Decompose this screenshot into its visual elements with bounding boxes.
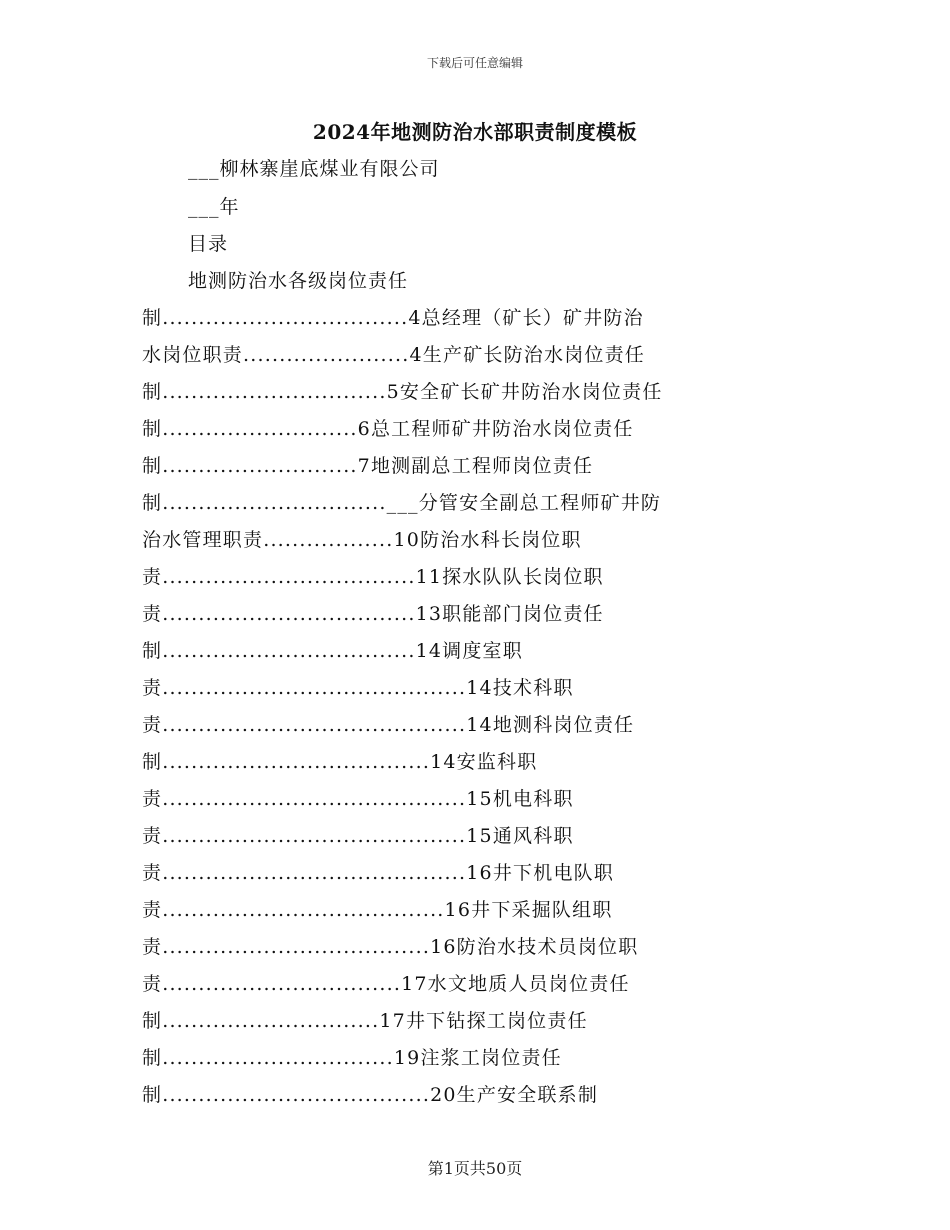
toc-line: 责..........................................15机电科职 — [142, 788, 574, 810]
toc-line: 制...........................6总工程师矿井防治水岗位责任 — [142, 418, 634, 440]
toc-line: 责...................................11探水队队长岗位职 — [142, 566, 604, 588]
toc-line: 责..........................................14技术科职 — [142, 677, 574, 699]
toc-line: 责.....................................16防治水技术员岗位职 — [142, 936, 639, 958]
toc-heading: 目录 — [188, 233, 229, 255]
toc-line: 水岗位职责.......................4生产矿长防治水岗位责任 — [142, 344, 645, 366]
toc-line: 责...................................13职能部门岗位责任 — [142, 603, 604, 625]
toc-line: 责..........................................14地测科岗位责任 — [142, 714, 635, 736]
toc-line: 治水管理职责..................10防治水科长岗位职 — [142, 529, 582, 551]
toc-line: 责.......................................16井下采掘队组职 — [142, 899, 613, 921]
toc-line: 制.....................................14安监科职 — [142, 751, 538, 773]
page-number: 第1页共50页 — [427, 1159, 523, 1178]
toc-section-heading: 地测防治水各级岗位责任 — [188, 270, 409, 292]
toc-line: 责.................................17水文地质人员岗位责任 — [142, 973, 630, 995]
year-line: ___年 — [188, 196, 240, 218]
company-line: ___柳林寨崖底煤业有限公司 — [188, 158, 440, 180]
toc-line: 制..............................17井下钻探工岗位责任 — [142, 1010, 588, 1032]
toc-line: 责..........................................16井下机电队职 — [142, 862, 615, 884]
toc-line: 责..........................................15通风科职 — [142, 825, 574, 847]
toc-line: 制...............................5安全矿长矿井防治水岗位责任 — [142, 381, 663, 403]
toc-line: 制.....................................20生产安全联系制 — [142, 1084, 599, 1106]
toc-line: 制...............................___分管安全副总工程师矿井防 — [142, 492, 662, 514]
toc-line: 制................................19注浆工岗位责任 — [142, 1047, 562, 1069]
toc-line: 制..................................4总经理（矿长）矿井防治 — [142, 307, 644, 329]
toc-line: 制...........................7地测副总工程师岗位责任 — [142, 455, 594, 477]
toc-line: 制...................................14调度室职 — [142, 640, 523, 662]
header-note: 下载后可任意编辑 — [426, 56, 523, 70]
document-title: 2024年地测防治水部职责制度模板 — [312, 120, 638, 144]
